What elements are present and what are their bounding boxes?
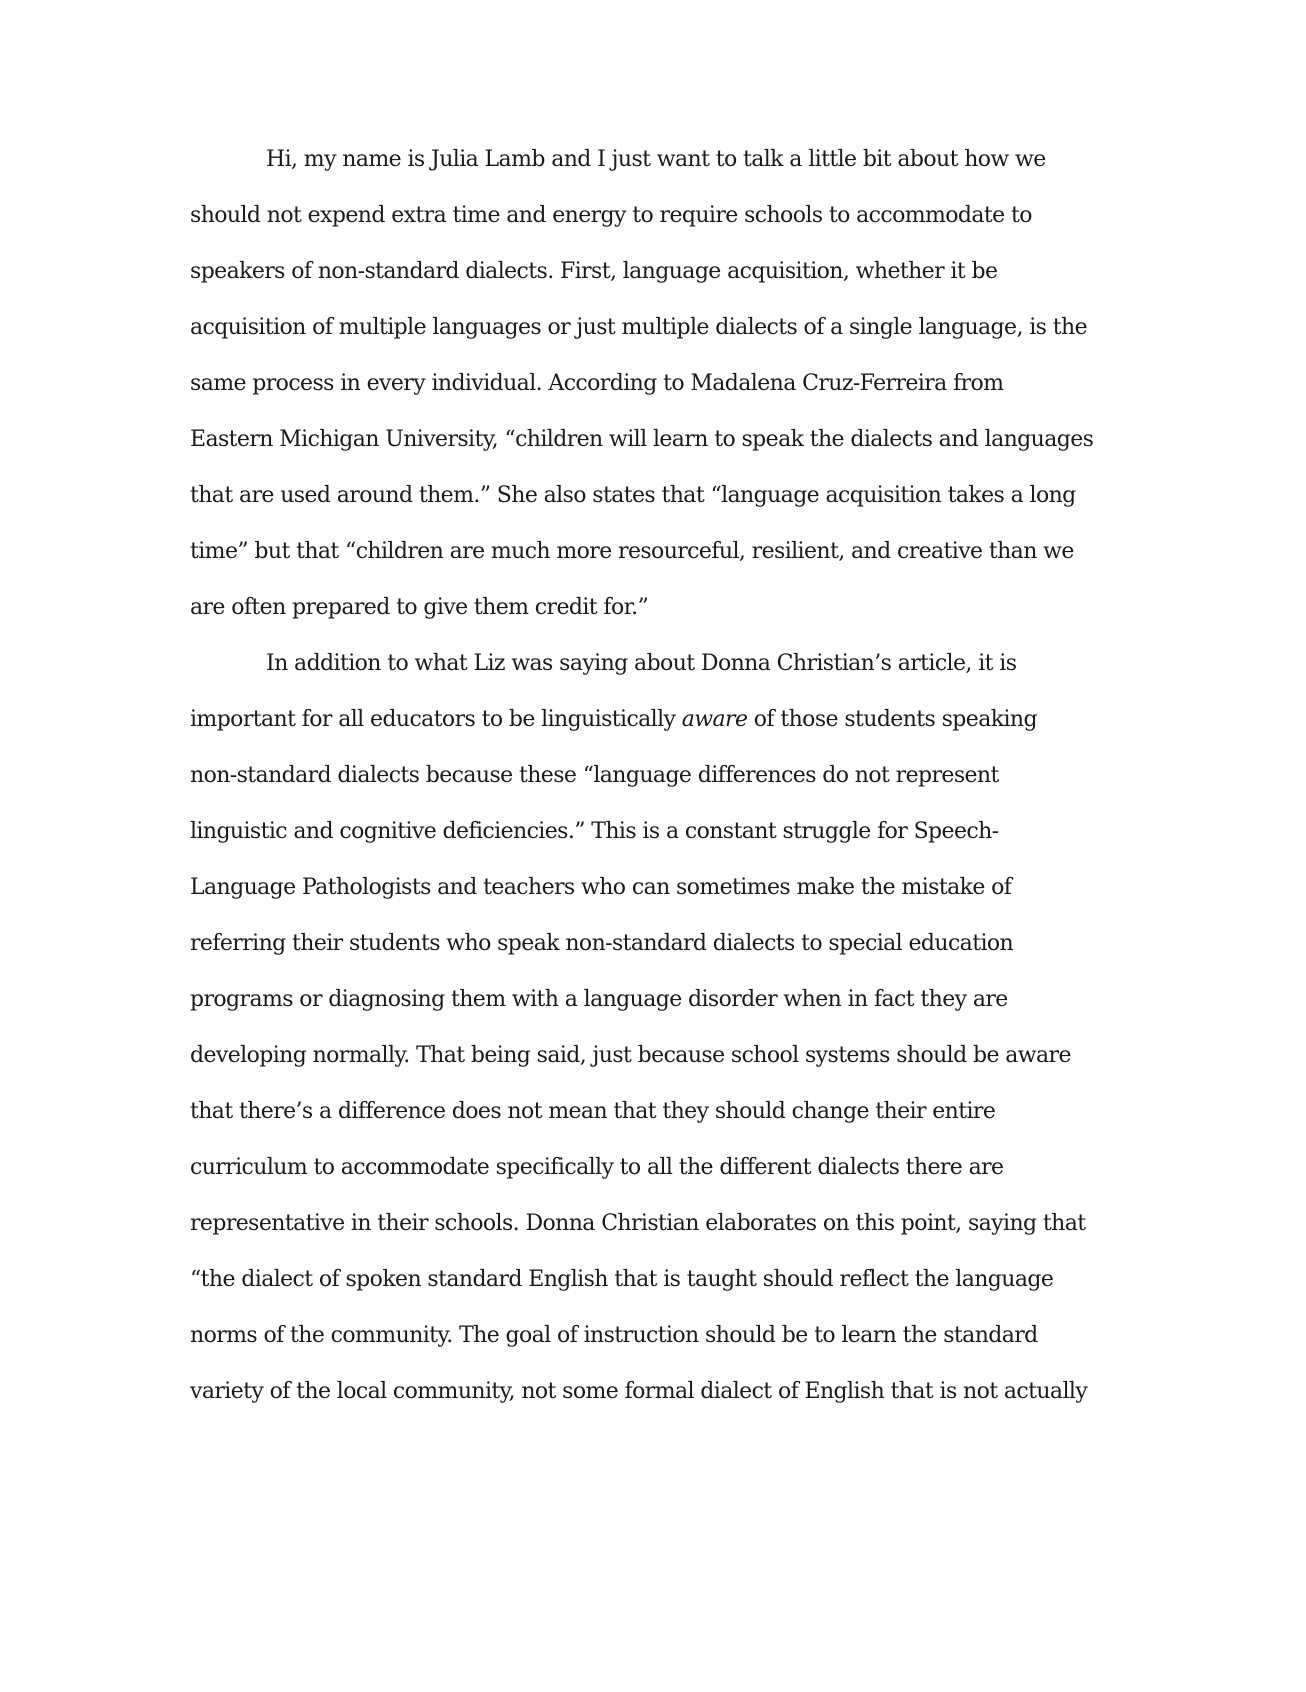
paragraph-1-line-9: are often prepared to give them credit for.” (190, 595, 649, 620)
paragraph-1-line-2: should not expend extra time and energy to require schools to accommodate to (190, 203, 1032, 228)
paragraph-1-line-6: Eastern Michigan University, “children will learn to speak the dialects and languages (190, 427, 1094, 452)
paragraph-2-line-4: linguistic and cognitive deficiencies.” This is a constant struggle for Speech- (190, 819, 999, 844)
paragraph-1-line-5: same process in every individual. According to Madalena Cruz-Ferreira from (190, 371, 1004, 396)
line-text-after: of those students speaking (747, 707, 1037, 732)
paragraph-1-line-3: speakers of non-standard dialects. First, language acquisition, whether it be (190, 259, 998, 284)
paragraph-2-line-12: “the dialect of spoken standard English that is taught should reflect the language (190, 1267, 1054, 1292)
line-text-before: important for all educators to be linguistically (190, 707, 682, 732)
paragraph-2-line-8: developing normally. That being said, just because school systems should be aware (190, 1043, 1071, 1068)
paragraph-2-line-1: In addition to what Liz was saying about Donna Christian’s article, it is (266, 651, 1017, 676)
paragraph-2-line-3: non-standard dialects because these “language differences do not represent (190, 763, 999, 788)
paragraph-2-line-6: referring their students who speak non-standard dialects to special education (190, 931, 1014, 956)
paragraph-1-line-4: acquisition of multiple languages or just multiple dialects of a single language, is the (190, 315, 1087, 340)
paragraph-1-line-1: Hi, my name is Julia Lamb and I just want to talk a little bit about how we (266, 147, 1046, 172)
paragraph-2-line-11: representative in their schools. Donna Christian elaborates on this point, saying that (190, 1211, 1086, 1236)
paragraph-2-line-5: Language Pathologists and teachers who can sometimes make the mistake of (190, 875, 1012, 900)
paragraph-2-line-7: programs or diagnosing them with a language disorder when in fact they are (190, 987, 1008, 1012)
paragraph-1-line-8: time” but that “children are much more resourceful, resilient, and creative than we (190, 539, 1074, 564)
paragraph-2-line-2 (190, 700, 1037, 740)
italic-emphasis: aware (681, 707, 748, 732)
paragraph-2-line-9: that there’s a difference does not mean that they should change their entire (190, 1099, 996, 1124)
paragraph-2-line-14: variety of the local community, not some formal dialect of English that is not actually (190, 1379, 1088, 1404)
paragraph-1-line-7: that are used around them.” She also states that “language acquisition takes a long (190, 483, 1076, 508)
paragraph-2-line-10: curriculum to accommodate specifically to all the different dialects there are (190, 1155, 1004, 1180)
paragraph-2-line-13: norms of the community. The goal of instruction should be to learn the standard (190, 1323, 1038, 1348)
